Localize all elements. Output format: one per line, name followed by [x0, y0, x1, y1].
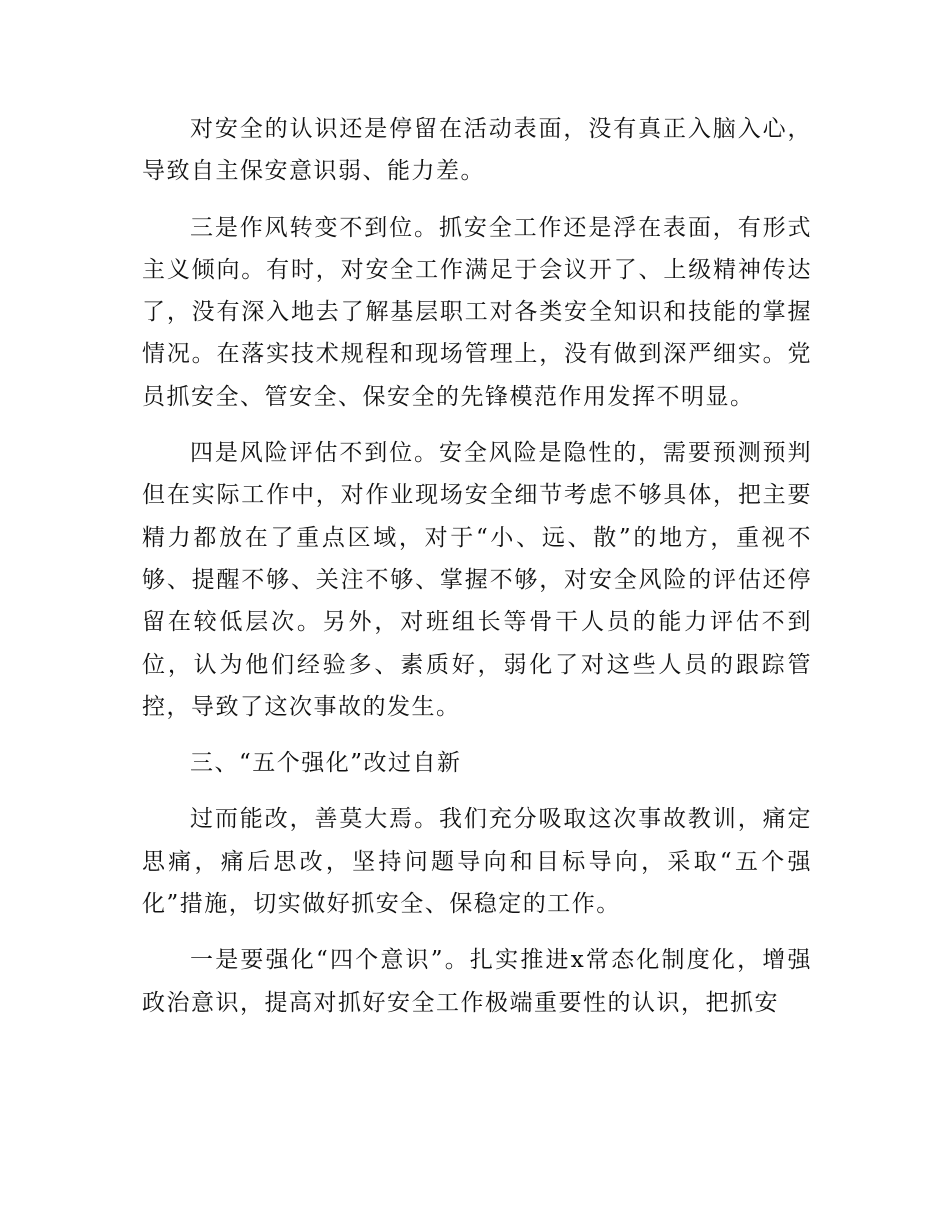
- paragraph-work-style: 三是作风转变不到位。抓安全工作还是浮在表面，有形式主义倾向。有时，对安全工作满足于会议开了、上级精神传达了，没有深入地去了解基层职工对各类安全知识和技能的掌握情况。在落实技术规程和现场管理上，没有做到深严细实。党员抓安全、管安全、保安全的先锋模范作用发挥不明显。: [142, 214, 812, 410]
- paragraph-intro-measures: 过而能改，善莫大焉。我们充分吸取这次事故教训，痛定思痛，痛后思改，坚持问题导向和目标导向，采取“五个强化”措施，切实做好抓安全、保稳定的工作。: [142, 806, 812, 918]
- paragraph-continuation: 对安全的认识还是停留在活动表面，没有真正入脑入心，导致自主保安意识弱、能力差。: [142, 116, 812, 185]
- section-heading: 三、“五个强化”改过自新: [190, 750, 462, 777]
- paragraph-four-awareness: 一是要强化“四个意识”。扎实推进x常态化制度化，增强政治意识，提高对抓好安全工作极端重要性的认识，把抓安: [142, 947, 812, 1016]
- document-body: [142, 108, 812, 1038]
- paragraph-risk-assessment: 四是风险评估不到位。安全风险是隐性的，需要预测预判但在实际工作中，对作业现场安全细节考虑不够具体，把主要精力都放在了重点区域，对于“小、远、散”的地方，重视不够、提醒不够、关注不够、掌握不够，对安全风险的评估还停留在较低层次。另外，对班组长等骨干人员的能力评估不到位，认为他们经验多、素质好，弱化了对这些人员的跟踪管控，导致了这次事故的发生。: [142, 440, 812, 720]
